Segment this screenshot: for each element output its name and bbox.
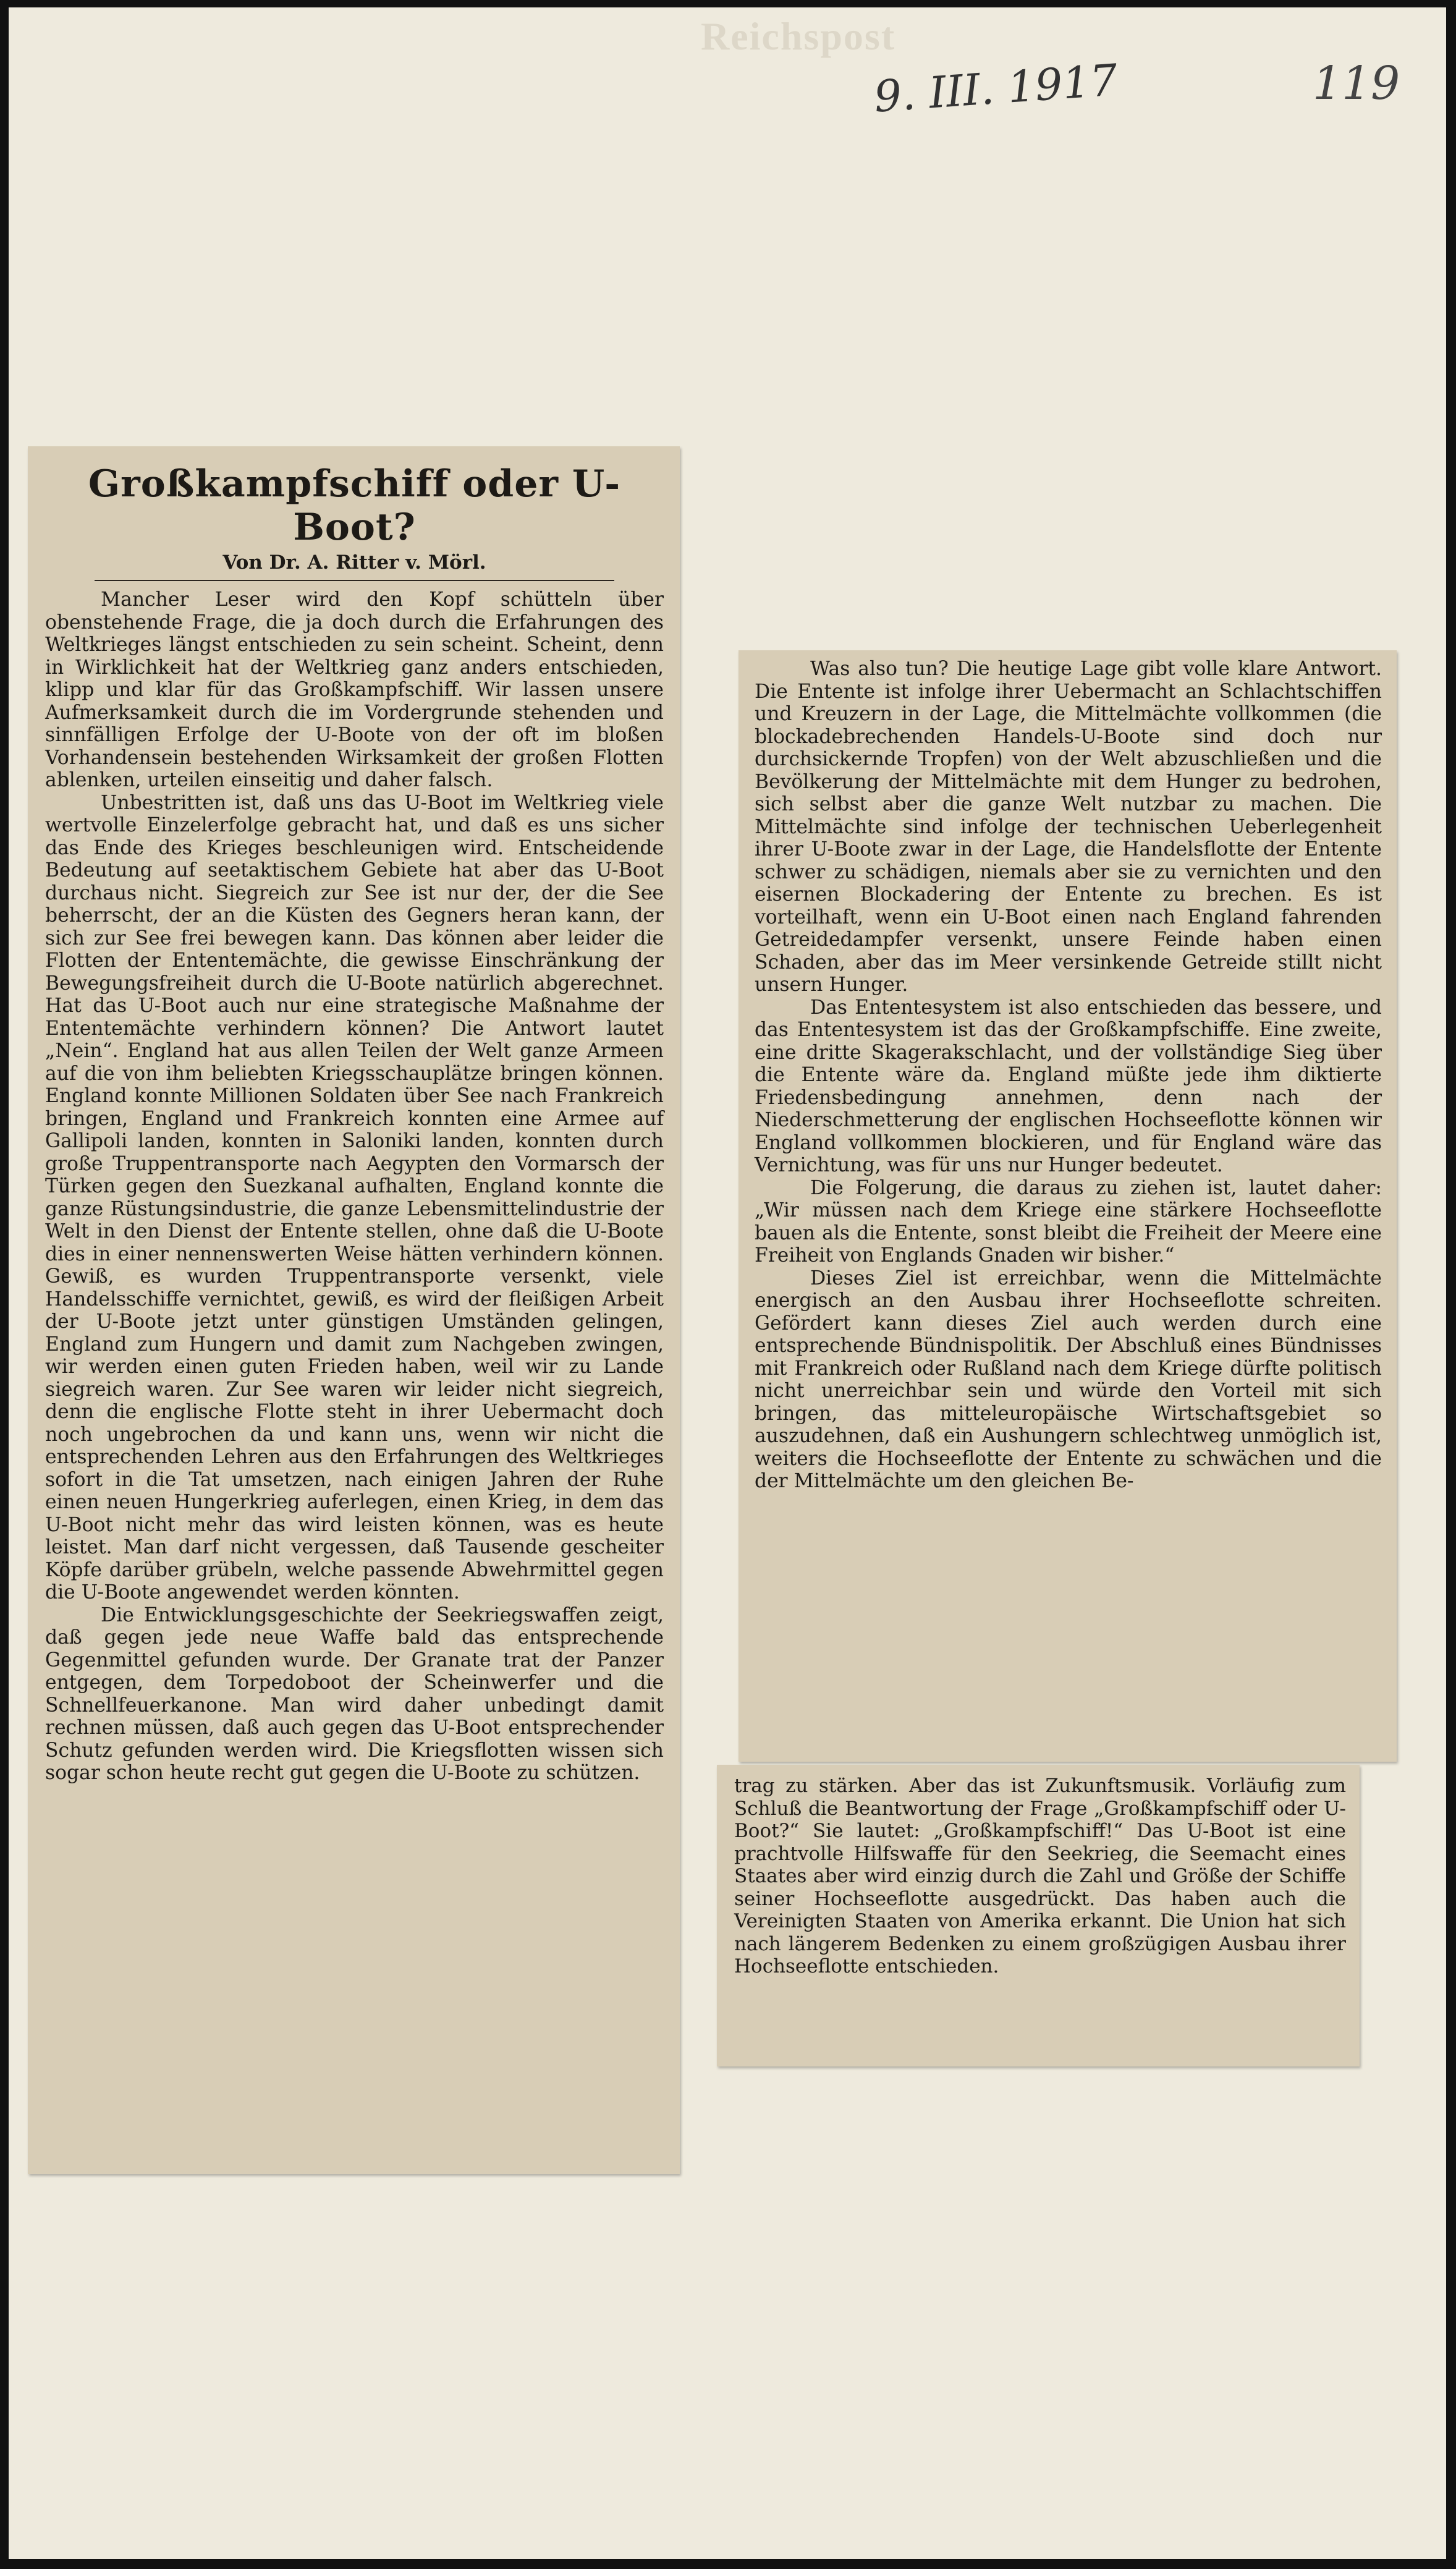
article-title: Großkampfschiff oder U-Boot?: [88, 462, 621, 549]
clipping-right-column: [739, 650, 1397, 1762]
paragraph: Mancher Leser wird den Kopf schütteln über obenstehende Frage, die ja doch durch die Erfahrungen des Weltkrieges längst entschieden zu sein scheint. Scheint, denn in Wirklichkeit hat der Weltkrieg ganz anders entschieden, klipp und klar für das Großkampfschiff. Wir lassen unsere Aufmerksamkeit durch die im Vordergrunde stehenden und sinnfälligen Erfolge der U-Boote von der oft im bloßen Vorhandensein bestehenden Wirksamkeit der großen Flotten ablenken, urteilen einseitig und daher falsch.: [45, 588, 664, 791]
paragraph: Das Ententesystem ist also entschieden das bessere, und das Ententesystem ist das der Großkampfschiffe. Eine zweite, eine dritte Skagerakschlacht, und der vollständige Sieg über die Entente wäre da. England müßte jede ihm diktierte Friedensbedingung annehmen, denn nach der Niederschmetterung der englischen Hochseeflotte können wir England vollkommen blockieren, und für England wäre das Vernichtung, was für uns nur Hunger bedeutet.: [755, 996, 1382, 1176]
handwritten-date: 9. III. 1917: [872, 54, 1120, 122]
divider: [95, 580, 614, 581]
paragraph: Was also tun? Die heutige Lage gibt volle klare Antwort. Die Entente ist infolge ihrer Uebermacht an Schlachtschiffen und Kreuzern in der Lage, die Mittelmächte vollkommen (die blockadebrechenden Handels-U-Boote sind doch nur durchsickernde Tropfen) von der Welt abzuschließen und die Bevölkerung der Mittelmächte mit dem Hunger zu bedrohen, sich selbst aber die ganze Welt nutzbar zu machen. Die Mittelmächte sind infolge der technischen Ueberlegenheit ihrer U-Boote zwar in der Lage, die Handelsflotte der Entente schwer zu schädigen, niemals aber sie zu vernichten und den eisernen Blockadering der Entente zu brechen. Es ist vorteilhaft, wenn ein U-Boot einen nach England fahrenden Getreidedampfer versenkt, unsere Feinde haben einen Schaden, aber das im Meer versinkende Getreide stillt nicht unsern Hunger.: [755, 658, 1382, 996]
newspaper-stamp: Reichspost: [701, 14, 896, 58]
paragraph: Die Entwicklungsgeschichte der Seekriegswaffen zeigt, daß gegen jede neue Waffe bald das entsprechende Gegenmittel gefunden wurde. Der Granate trat der Panzer entgegen, dem Torpedoboot der Scheinwerfer und die Schnellfeuerkanone. Man wird daher unbedingt damit rechnen müssen, daß auch gegen das U-Boot entsprechender Schutz gefunden werden wird. Die Kriegsflotten wissen sich sogar schon heute recht gut gegen die U-Boote zu schützen.: [45, 1603, 664, 1784]
clipping-continuation: [717, 1765, 1360, 2066]
clipping-left-column: [28, 446, 680, 2174]
paragraph: Dieses Ziel ist erreichbar, wenn die Mittelmächte energisch an den Ausbau ihrer Hochseeflotte schreiten. Gefördert kann dieses Ziel auch werden durch eine entsprechende Bündnispolitik. Der Abschluß eines Bündnisses mit Frankreich oder Rußland nach dem Kriege dürfte politisch nicht unerreichbar sein und würde den Vorteil mit sich bringen, das mitteleuropäische Wirtschaftsgebiet so auszudehnen, daß ein Aushungern schlechtweg unmöglich ist, weiters die Hochseeflotte der Entente zu schwächen und die der Mittelmächte um den gleichen Be-: [755, 1267, 1382, 1492]
paragraph: trag zu stärken. Aber das ist Zukunftsmusik. Vorläufig zum Schluß die Beantwortung der Frage „Großkampfschiff oder U-Boot?“ Sie lautet: „Großkampfschiff!“ Das U-Boot ist eine prachtvolle Hilfswaffe für den Seekrieg, die Seemacht eines Staates aber wird einzig durch die Zahl und Größe der Schiffe seiner Hochseeflotte ausgedrückt. Das haben auch die Vereinigten Staaten von Amerika erkannt. Die Union hat sich nach längerem Bedenken zu einem großzügigen Ausbau ihrer Hochseeflotte entschieden.: [734, 1775, 1346, 1977]
article-author: Von Dr. A. Ritter v. Mörl.: [222, 551, 486, 574]
paragraph: Unbestritten ist, daß uns das U-Boot im Weltkrieg viele wertvolle Einzelerfolge gebracht hat, und daß es uns sicher das Ende des Krieges beschleunigen wird. Entscheidende Bedeutung auf seetaktischem Gebiete hat aber das U-Boot durchaus nicht. Siegreich zur See ist nur der, der die See beherrscht, der an die Küsten des Gegners heran kann, der sich zur See frei bewegen kann. Das können aber leider die Flotten der Ententemächte, die gewisse Einschränkung der Bewegungsfreiheit durch die U-Boote natürlich abgerechnet. Hat das U-Boot auch nur eine strategische Maßnahme der Ententemächte verhindern können? Die Antwort lautet „Nein“. England hat aus allen Teilen der Welt ganze Armeen auf die von ihm beliebten Kriegsschauplätze bringen können. England konnte Millionen Soldaten über See nach Frankreich bringen, England und Frankreich konnten eine Armee auf Gallipoli landen, konnten in Saloniki landen, konnten durch große Truppentransporte nach Aegypten den Vormarsch der Türken gegen den Suezkanal aufhalten, England konnte die ganze Rüstungsindustrie, die ganze Lebensmittelindustrie der Welt in den Dienst der Entente stellen, ohne daß die U-Boote dies in einer nennenswerten Weise hätten verhindern können. Gewiß, es wurden Truppentransporte versenkt, viele Handelsschiffe vernichtet, gewiß, es wird der fleißigen Arbeit der U-Boote jetzt unter günstigen Umständen gelingen, England zum Hungern und damit zum Nachgeben zwingen, wir werden einen guten Frieden haben, weil wir zu Lande siegreich waren. Zur See waren wir leider nicht siegreich, denn die englische Flotte steht in ihrer Uebermacht doch noch ungebrochen da und kann uns, wenn wir nicht die entsprechenden Lehren aus den Erfahrungen des Weltkrieges sofort in die Tat umsetzen, nach einigen Jahren der Ruhe einen neuen Hungerkrieg auferlegen, einen Krieg, in dem das U-Boot nicht mehr das wird leisten können, was es heute leistet. Man darf nicht vergessen, daß Tausende gescheiter Köpfe darüber grübeln, welche passende Abwehrmittel gegen die U-Boote angewendet werden könnten.: [45, 791, 664, 1603]
folio-number: 119: [1313, 57, 1400, 110]
paragraph: Die Folgerung, die daraus zu ziehen ist, lautet daher: „Wir müssen nach dem Kriege eine stärkere Hochseeflotte bauen als die Entente, sonst bleibt die Freiheit der Meere eine Freiheit von Englands Gnaden wir bisher.“: [755, 1176, 1382, 1267]
